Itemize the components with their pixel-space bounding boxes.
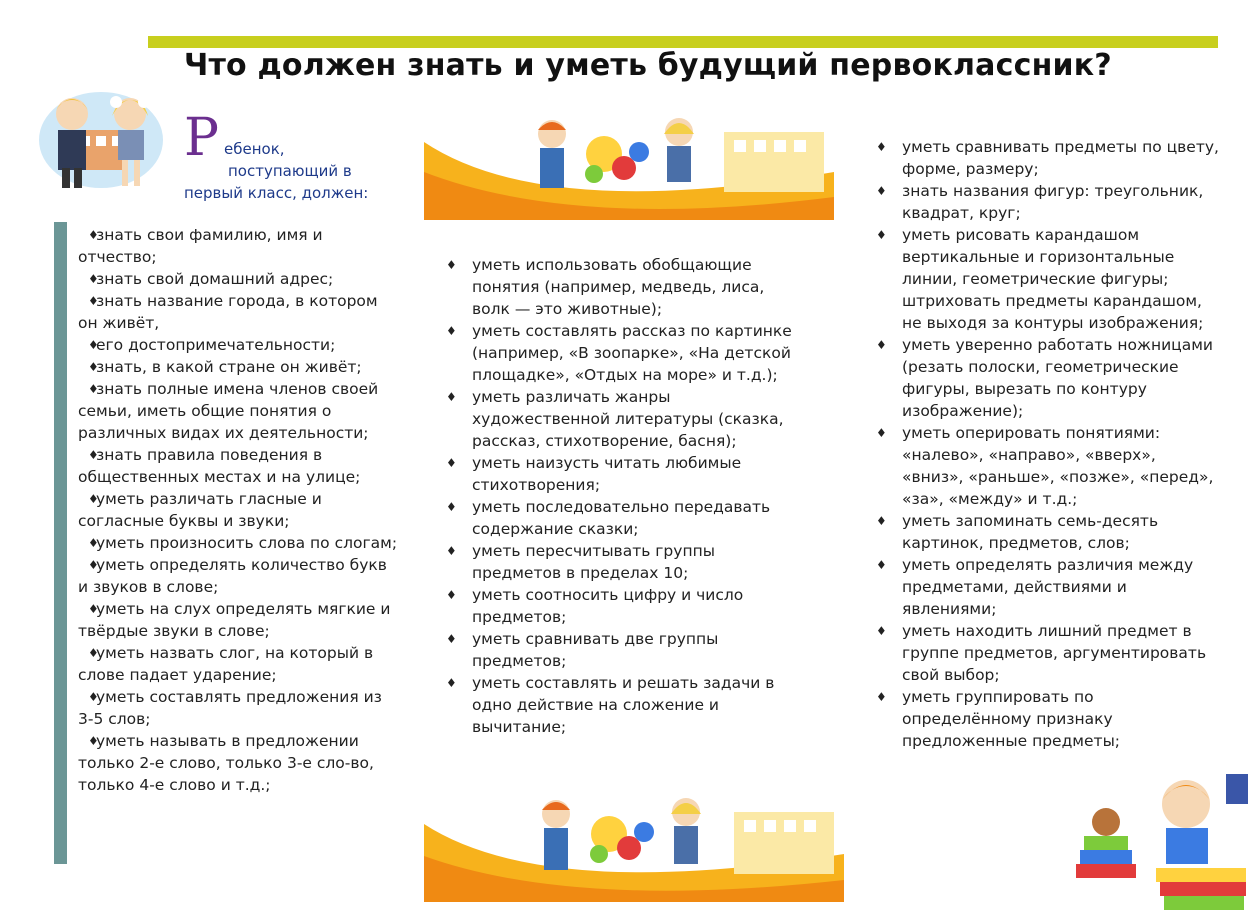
list-item-text: уметь составлять и решать задачи в одно действие на сложение и вычитание; <box>472 674 775 736</box>
list-item <box>446 540 802 584</box>
skills-list-3 <box>876 136 1222 752</box>
bullet-icon: ♦ <box>88 734 99 748</box>
bullet-icon: ♦ <box>446 324 457 338</box>
list-item-text: уметь соотносить цифру и число предметов; <box>472 586 744 626</box>
list-item-text: уметь последовательно передавать содержание сказки; <box>472 498 771 538</box>
bullet-icon: ♦ <box>88 492 99 506</box>
drop-cap: Р <box>184 108 219 168</box>
bullet-icon: ♦ <box>876 140 887 154</box>
bullet-icon: ♦ <box>446 390 457 404</box>
list-item <box>78 224 398 268</box>
list-item <box>78 730 398 796</box>
list-item <box>876 620 1222 686</box>
bullet-icon: ♦ <box>876 558 887 572</box>
list-item-text: его достопримечательности; <box>96 336 336 354</box>
list-item <box>876 136 1222 180</box>
list-item <box>78 598 398 642</box>
list-item-text: уметь определять различия между предметами, действиями и явлениями; <box>902 556 1194 618</box>
top-accent-bar <box>148 36 1218 48</box>
bullet-icon: ♦ <box>88 602 99 616</box>
school-banner-top <box>424 112 834 220</box>
list-item-text: знать название города, в котором он живёт, <box>78 292 378 332</box>
list-item-text: уметь запоминать семь-десять картинок, предметов, слов; <box>902 512 1159 552</box>
page-title: Что должен знать и уметь будущий первоклассник? <box>184 48 1112 83</box>
bullet-icon: ♦ <box>88 690 99 704</box>
bullet-icon: ♦ <box>446 544 457 558</box>
list-item <box>446 386 802 452</box>
list-item <box>876 510 1222 554</box>
list-item-text: уметь находить лишний предмет в группе предметов, аргументировать свой выбор; <box>902 622 1207 684</box>
list-item-text: знать свои фамилию, имя и отчество; <box>78 226 323 266</box>
bullet-icon: ♦ <box>876 228 887 242</box>
left-accent-bar <box>54 222 67 864</box>
intro-line-3: первый класс, должен: <box>184 184 369 202</box>
list-item <box>78 554 398 598</box>
bullet-icon: ♦ <box>876 514 887 528</box>
kid-with-books-illustration <box>1066 764 1258 914</box>
list-item <box>876 686 1222 752</box>
list-item <box>78 356 398 378</box>
skills-column-3 <box>876 136 1222 752</box>
school-banner-bottom <box>424 790 844 902</box>
bullet-icon: ♦ <box>446 632 457 646</box>
list-item-text: знать названия фигур: треугольник, квадрат, круг; <box>902 182 1204 222</box>
bullet-icon: ♦ <box>446 676 457 690</box>
list-item <box>78 686 398 730</box>
list-item-text: уметь пересчитывать группы предметов в пределах 10; <box>472 542 715 582</box>
list-item <box>876 180 1222 224</box>
list-item-text: знать, в какой стране он живёт; <box>96 358 362 376</box>
list-item <box>446 254 802 320</box>
list-item <box>446 320 802 386</box>
list-item-text: знать правила поведения в общественных местах и на улице; <box>78 446 361 486</box>
list-item-text: уметь группировать по определённому признаку предложенные предметы; <box>902 688 1121 750</box>
bullet-icon: ♦ <box>88 558 99 572</box>
list-item-text: уметь различать жанры художественной литературы (сказка, рассказ, стихотворение, басня); <box>472 388 784 450</box>
bullet-icon: ♦ <box>88 382 99 396</box>
list-item-text: уметь определять количество букв и звуков в слове; <box>78 556 387 596</box>
list-item <box>78 444 398 488</box>
list-item-text: уметь на слух определять мягкие и твёрдые звуки в слове; <box>78 600 391 640</box>
list-item <box>876 334 1222 422</box>
list-item <box>78 378 398 444</box>
list-item-text: уметь использовать обобщающие понятия (например, медведь, лиса, волк — это животные); <box>472 256 765 318</box>
bullet-icon: ♦ <box>876 338 887 352</box>
list-item-text: уметь произносить слова по слогам; <box>96 534 398 552</box>
list-item-text: уметь назвать слог, на который в слове падает ударение; <box>78 644 374 684</box>
list-item <box>876 554 1222 620</box>
bullet-icon: ♦ <box>88 228 99 242</box>
intro-line-1: ебенок, <box>224 140 285 158</box>
bullet-icon: ♦ <box>446 258 457 272</box>
list-item-text: уметь оперировать понятиями: «налево», «направо», «вверх», «вниз», «раньше», «позже», «перед», «за», «между» и т.д.; <box>902 424 1214 508</box>
bullet-icon: ♦ <box>446 500 457 514</box>
list-item-text: знать свой домашний адрес; <box>96 270 334 288</box>
bullet-icon: ♦ <box>88 536 99 550</box>
list-item-text: уметь наизусть читать любимые стихотворения; <box>472 454 742 494</box>
list-item <box>876 224 1222 334</box>
bullet-icon: ♦ <box>876 624 887 638</box>
list-item <box>78 642 398 686</box>
bullet-icon: ♦ <box>88 272 99 286</box>
skills-column-1 <box>78 224 398 796</box>
list-item <box>446 672 802 738</box>
bullet-icon: ♦ <box>88 338 99 352</box>
list-item-text: уметь составлять предложения из 3-5 слов; <box>78 688 382 728</box>
list-item-text: уметь сравнивать две группы предметов; <box>472 630 719 670</box>
list-item <box>446 452 802 496</box>
bullet-icon: ♦ <box>446 588 457 602</box>
list-item <box>446 628 802 672</box>
bullet-icon: ♦ <box>88 448 99 462</box>
list-item <box>78 532 398 554</box>
bullet-icon: ♦ <box>88 646 99 660</box>
list-item-text: уметь рисовать карандашом вертикальные и горизонтальные линии, геометрические фигуры; штриховать предметы карандашом, не выходя за контуры изображения; <box>902 226 1204 332</box>
list-item-text: уметь называть в предложении только 2-е слово, только 3-е сло-во, только 4-е слово и т.д.; <box>78 732 374 794</box>
list-item <box>876 422 1222 510</box>
bullet-icon: ♦ <box>446 456 457 470</box>
bullet-icon: ♦ <box>876 690 887 704</box>
intro-line-2: поступающий в <box>228 162 352 180</box>
list-item-text: знать полные имена членов своей семьи, иметь общие понятия о различных видах их деятельности; <box>78 380 379 442</box>
list-item <box>78 268 398 290</box>
list-item-text: уметь сравнивать предметы по цвету, форме, размеру; <box>902 138 1219 178</box>
skills-list-1 <box>78 224 398 796</box>
list-item-text: уметь составлять рассказ по картинке (например, «В зоопарке», «На детской площадке», «Отдых на море» и т.д.); <box>472 322 792 384</box>
skills-list-2 <box>446 254 802 738</box>
list-item-text: уметь уверенно работать ножницами (резать полоски, геометрические фигуры, вырезать по контуру изображение); <box>902 336 1213 420</box>
kids-illustration <box>36 80 166 192</box>
list-item <box>446 584 802 628</box>
bullet-icon: ♦ <box>876 426 887 440</box>
list-item <box>78 488 398 532</box>
bullet-icon: ♦ <box>88 294 99 308</box>
bullet-icon: ♦ <box>88 360 99 374</box>
list-item <box>78 290 398 334</box>
list-item <box>78 334 398 356</box>
bullet-icon: ♦ <box>876 184 887 198</box>
list-item <box>446 496 802 540</box>
skills-column-2 <box>446 254 802 738</box>
list-item-text: уметь различать гласные и согласные буквы и звуки; <box>78 490 322 530</box>
